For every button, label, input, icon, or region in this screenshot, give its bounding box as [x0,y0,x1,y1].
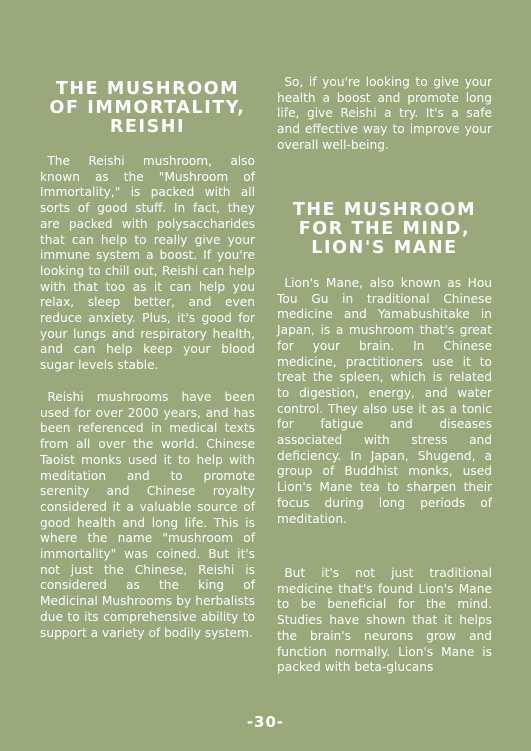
section-heading-lions-mane: THE MUSHROOM FOR THE MIND, LION'S MANE [292,200,477,258]
reishi-paragraph-1: The Reishi mushroom, also known as the "Mushroom of Immortality," is packed with all sorts of good stuff. In fact, they are packed with polysaccharides that can help to really give your immune system a boost. If you're looking to chill out, Reishi can help with that too as it can help you relax, sleep better, and even reduce anxiety. Plus, it's good for your lungs and respiratory health, and can help keep your blood sugar levels stable. [40,154,255,373]
reishi-paragraph-2: Reishi mushrooms have been used for over 2000 years, and has been referenced in medical texts from all over the world. Chinese Taoist monks used it to help with meditation and to promote serenity and Chinese royalty considered it a valuable source of good health and long life. This is where the name "mushroom of immortality" was coined. But it's not just the Chinese, Reishi is considered as the king of Medicinal Mushrooms by herbalists due to its comprehensive ability to support a variety of bodily system. [40,390,255,640]
section-heading-reishi: THE MUSHROOM OF IMMORTALITY, REISHI [49,79,246,137]
reishi-conclusion-paragraph: So, if you're looking to give your health a boost and promote long life, give Reishi a try. It's a safe and effective way to improve your overall well-being. [277,75,492,152]
page-number: -30- [246,713,285,731]
lions-mane-paragraph-2: But it's not just traditional medicine that's found Lion's Mane to be beneficial for the mind. Studies have shown that it helps the brain's neurons grow and function normally. Lion's Mane is packed with beta-glucans [277,566,492,675]
lions-mane-paragraph-1: Lion's Mane, also known as Hou Tou Gu in traditional Chinese medicine and Yamabushitake in Japan, is a mushroom that's great for your brain. In Chinese medicine, practitioners use it to treat the spleen, which is related to digestion, energy, and water control. They also use it as a tonic for fatigue and diseases associated with stress and deficiency. In Japan, Shugend, a group of Buddhist monks, used Lion's Mane tea to sharpen their focus during long periods of meditation. [277,276,492,526]
